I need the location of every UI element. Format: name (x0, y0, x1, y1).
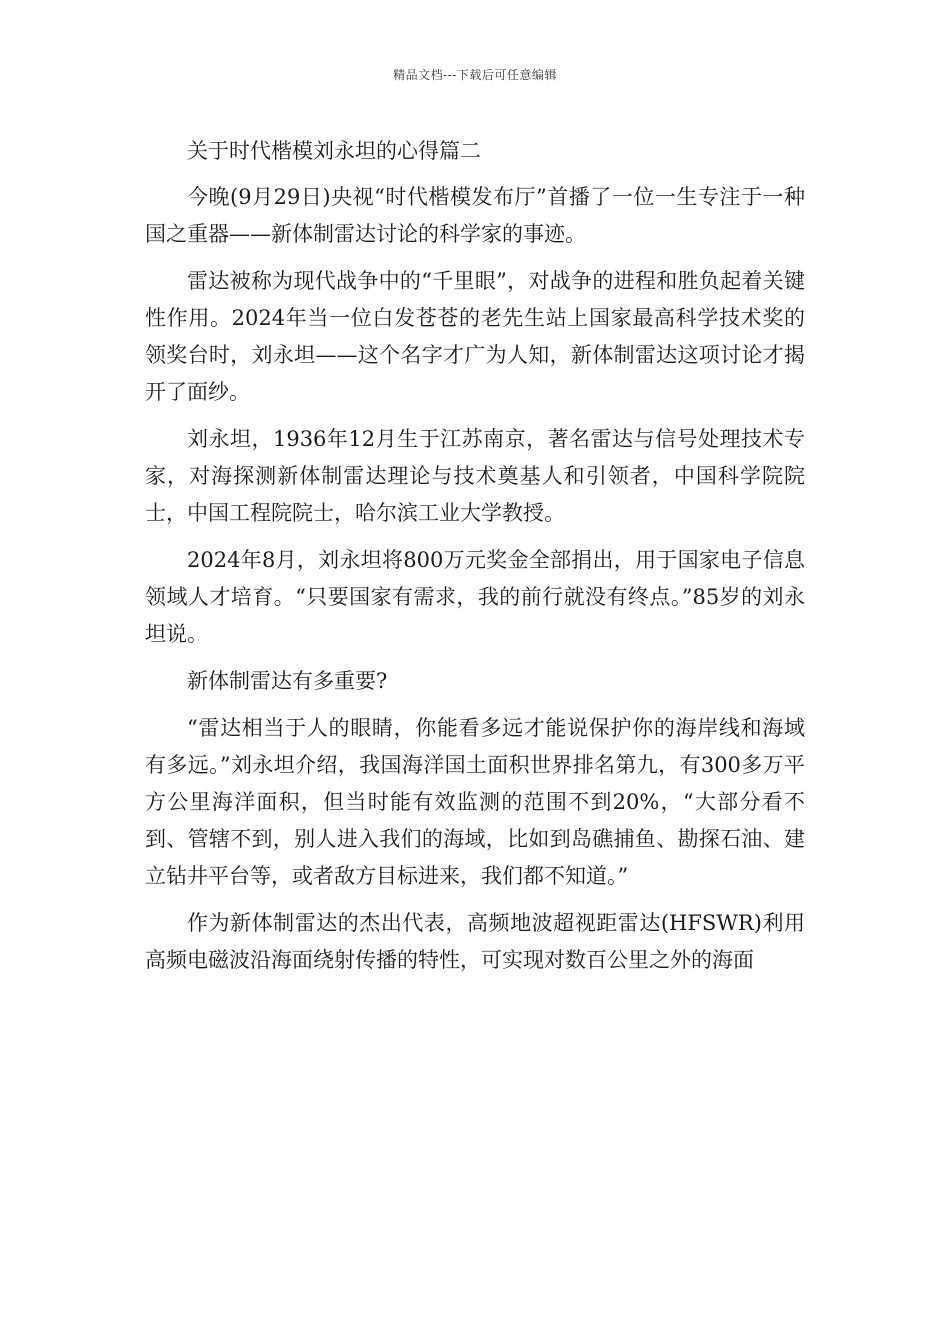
paragraph-5: 新体制雷达有多重要? (187, 669, 388, 693)
page-header: 精品文档---下载后可任意编辑 (393, 68, 557, 82)
paragraph-2: 雷达被称为现代战争中的“千里眼”，对战争的进程和胜负起着关键性作用。2024年当一位白发苍苍的老先生站上国家最高科学技术奖的领奖台时，刘永坦——这个名字才广为人知，新体制雷达这项讨论才揭开了面纱。 (145, 269, 805, 404)
paragraph-1: 今晚(9月29日)央视“时代楷模发布厅”首播了一位一生专注于一种国之重器——新体制雷达讨论的科学家的事迹。 (145, 185, 805, 246)
paragraph-6: “雷达相当于人的眼睛，你能看多远才能说保护你的海岸线和海域有多远。”刘永坦介绍，我国海洋国土面积世界排名第九，有300多万平方公里海洋面积，但当时能有效监测的范围不到20%，“大部分看不到、管辖不到，别人进入我们的海域，比如到岛礁捕鱼、勘探石油、建立钻井平台等，或者敌方目标进来，我们都不知道。” (145, 716, 805, 888)
document-title: 关于时代楷模刘永坦的心得篇二 (187, 139, 481, 163)
paragraph-7: 作为新体制雷达的杰出代表，高频地波超视距雷达(HFSWR)利用高频电磁波沿海面绕射传播的特性，可实现对数百公里之外的海面 (145, 911, 805, 972)
paragraph-3: 刘永坦，1936年12月生于江苏南京，著名雷达与信号处理技术专家，对海探测新体制雷达理论与技术奠基人和引领者，中国科学院院士，中国工程院院士，哈尔滨工业大学教授。 (145, 427, 805, 525)
paragraph-4: 2024年8月，刘永坦将800万元奖金全部捐出，用于国家电子信息领域人才培育。“只要国家有需求，我的前行就没有终点。”85岁的刘永坦说。 (145, 548, 805, 646)
document-body (145, 133, 805, 989)
